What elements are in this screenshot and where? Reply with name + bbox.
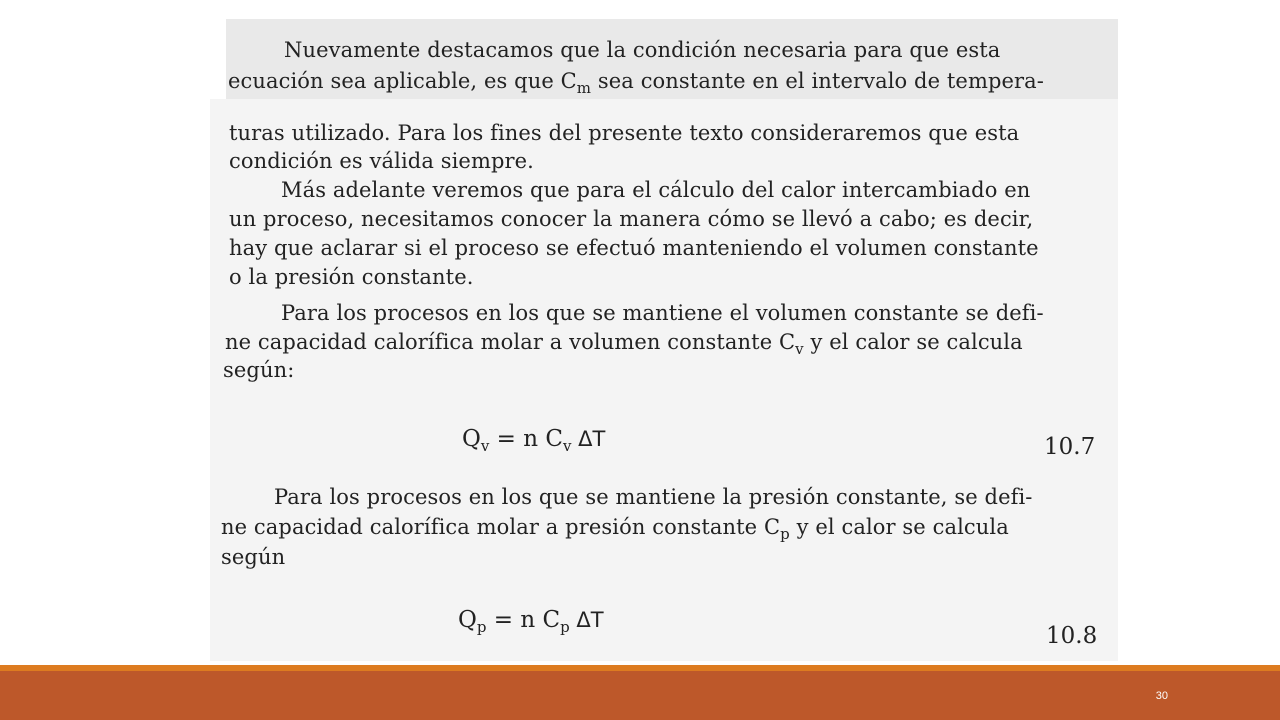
text-line: ne capacidad calorífica molar a presión constante $C_p$ y el calor se calcula xyxy=(221,515,1009,543)
slide-number: 30 xyxy=(1155,690,1168,702)
equation-10-8: $Q_p = n$ $C_p$ ΔT xyxy=(458,607,604,636)
text-line: condición es válida siempre. xyxy=(229,149,534,173)
text-line: Para los procesos en los que se mantiene el volumen constante se defi- xyxy=(281,301,1044,325)
text-line: Más adelante veremos que para el cálculo del calor intercambiado en xyxy=(281,178,1031,202)
text-line: o la presión constante. xyxy=(229,265,474,289)
equation-number: 10.7 xyxy=(1044,434,1096,460)
text-line: según xyxy=(221,545,286,569)
text-line: según: xyxy=(223,358,295,382)
text-line: Para los procesos en los que se mantiene la presión constante, se defi- xyxy=(274,485,1033,509)
text-line: hay que aclarar si el proceso se efectuó manteniendo el volumen constante xyxy=(229,236,1039,260)
equation-number: 10.8 xyxy=(1046,623,1098,649)
text-line: turas utilizado. Para los fines del presente texto consideraremos que esta xyxy=(229,121,1020,145)
text-line: Nuevamente destacamos que la condición necesaria para que esta xyxy=(284,38,1001,62)
equation-10-7: $Q_v = n$ $C_v$ ΔT xyxy=(462,426,606,455)
footer-bar xyxy=(0,671,1280,720)
text-line: ne capacidad calorífica molar a volumen constante $C_v$ y el calor se calcula xyxy=(225,330,1023,358)
text-line: ecuación sea aplicable, es que $C_m$ sea constante en el intervalo de tempera- xyxy=(228,69,1044,97)
text-line: un proceso, necesitamos conocer la manera cómo se llevó a cabo; es decir, xyxy=(229,207,1034,231)
